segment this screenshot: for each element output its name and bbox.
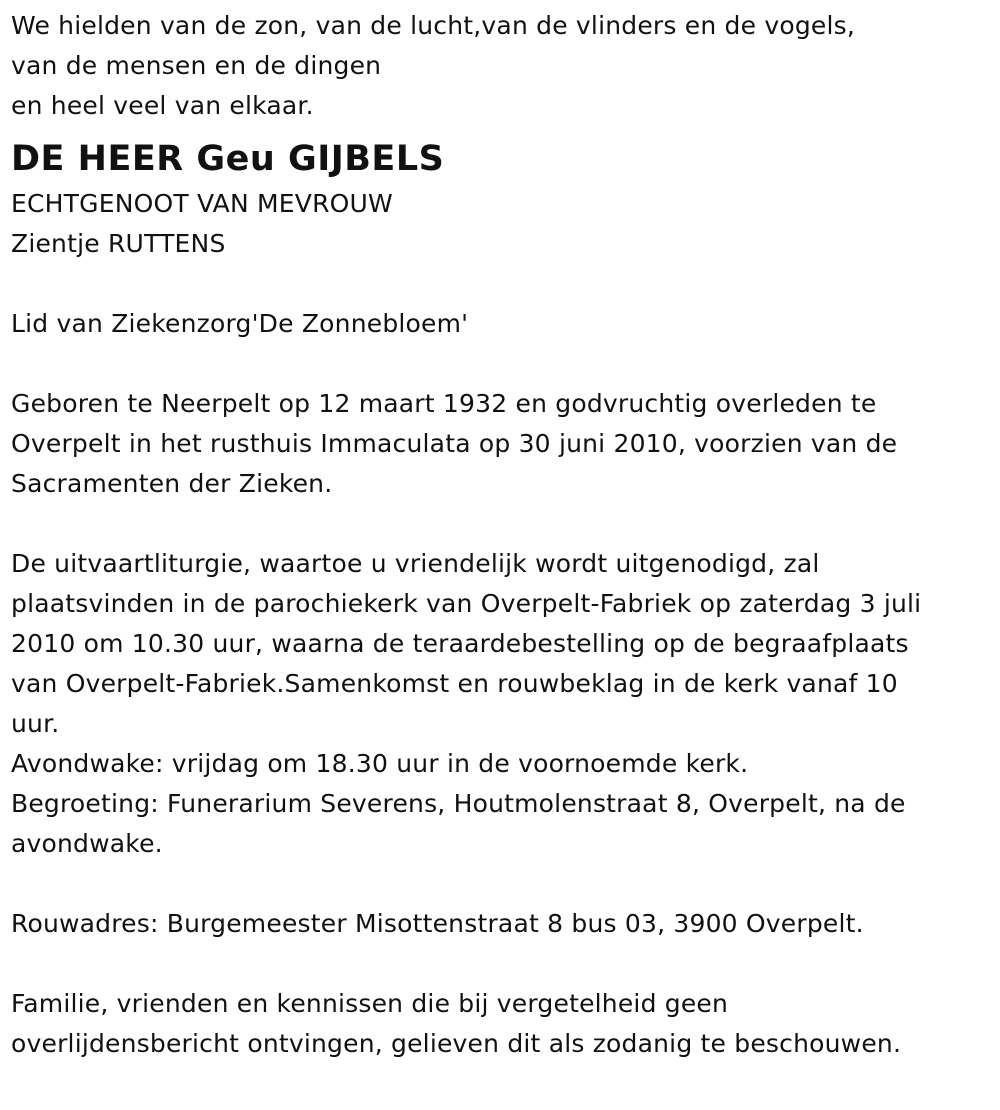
paragraph-line: Geboren te Neerpelt op 12 maart 1932 en godvruchtig overleden te	[11, 389, 877, 418]
funeral-paragraph	[11, 544, 991, 864]
paragraph-line: plaatsvinden in de parochiekerk van Overpelt-Fabriek op zaterdag 3 juli	[11, 589, 922, 618]
spacer	[11, 344, 991, 384]
mourning-address: Rouwadres: Burgemeester Misottenstraat 8 bus 03, 3900 Overpelt.	[11, 909, 864, 938]
poem-line: van de mensen en de dingen	[11, 51, 382, 80]
spouse-name: Zientje RUTTENS	[11, 229, 226, 258]
paragraph-line: De uitvaartliturgie, waartoe u vriendelijk wordt uitgenodigd, zal	[11, 549, 820, 578]
obituary-notice	[11, 6, 991, 1064]
poem	[11, 6, 991, 126]
poem-line: en heel veel van elkaar.	[11, 91, 314, 120]
paragraph-line: Familie, vrienden en kennissen die bij vergetelheid geen	[11, 989, 729, 1018]
paragraph-line: uur.	[11, 709, 60, 738]
poem-line: We hielden van de zon, van de lucht,van de vlinders en de vogels,	[11, 11, 855, 40]
paragraph-line: avondwake.	[11, 829, 163, 858]
paragraph-line: Overpelt in het rusthuis Immaculata op 30 juni 2010, voorzien van de	[11, 429, 898, 458]
birth-death-paragraph	[11, 384, 991, 504]
spacer	[11, 864, 991, 904]
spacer	[11, 944, 991, 984]
spacer	[11, 264, 991, 304]
relation-text: ECHTGENOOT VAN MEVROUW	[11, 189, 393, 218]
paragraph-line: Sacramenten der Zieken.	[11, 469, 333, 498]
vigil-line: Avondwake: vrijdag om 18.30 uur in de voornoemde kerk.	[11, 749, 749, 778]
membership-text: Lid van Ziekenzorg'De Zonnebloem'	[11, 309, 469, 338]
paragraph-line: van Overpelt-Fabriek.Samenkomst en rouwbeklag in de kerk vanaf 10	[11, 669, 898, 698]
paragraph-line: 2010 om 10.30 uur, waarna de teraardebestelling op de begraafplaats	[11, 629, 909, 658]
greeting-line: Begroeting: Funerarium Severens, Houtmolenstraat 8, Overpelt, na de	[11, 789, 906, 818]
spacer	[11, 504, 991, 544]
deceased-name-title: DE HEER Geu GIJBELS	[11, 139, 445, 179]
paragraph-line: overlijdensbericht ontvingen, gelieven dit als zodanig te beschouwen.	[11, 1029, 902, 1058]
closing-paragraph	[11, 984, 991, 1064]
